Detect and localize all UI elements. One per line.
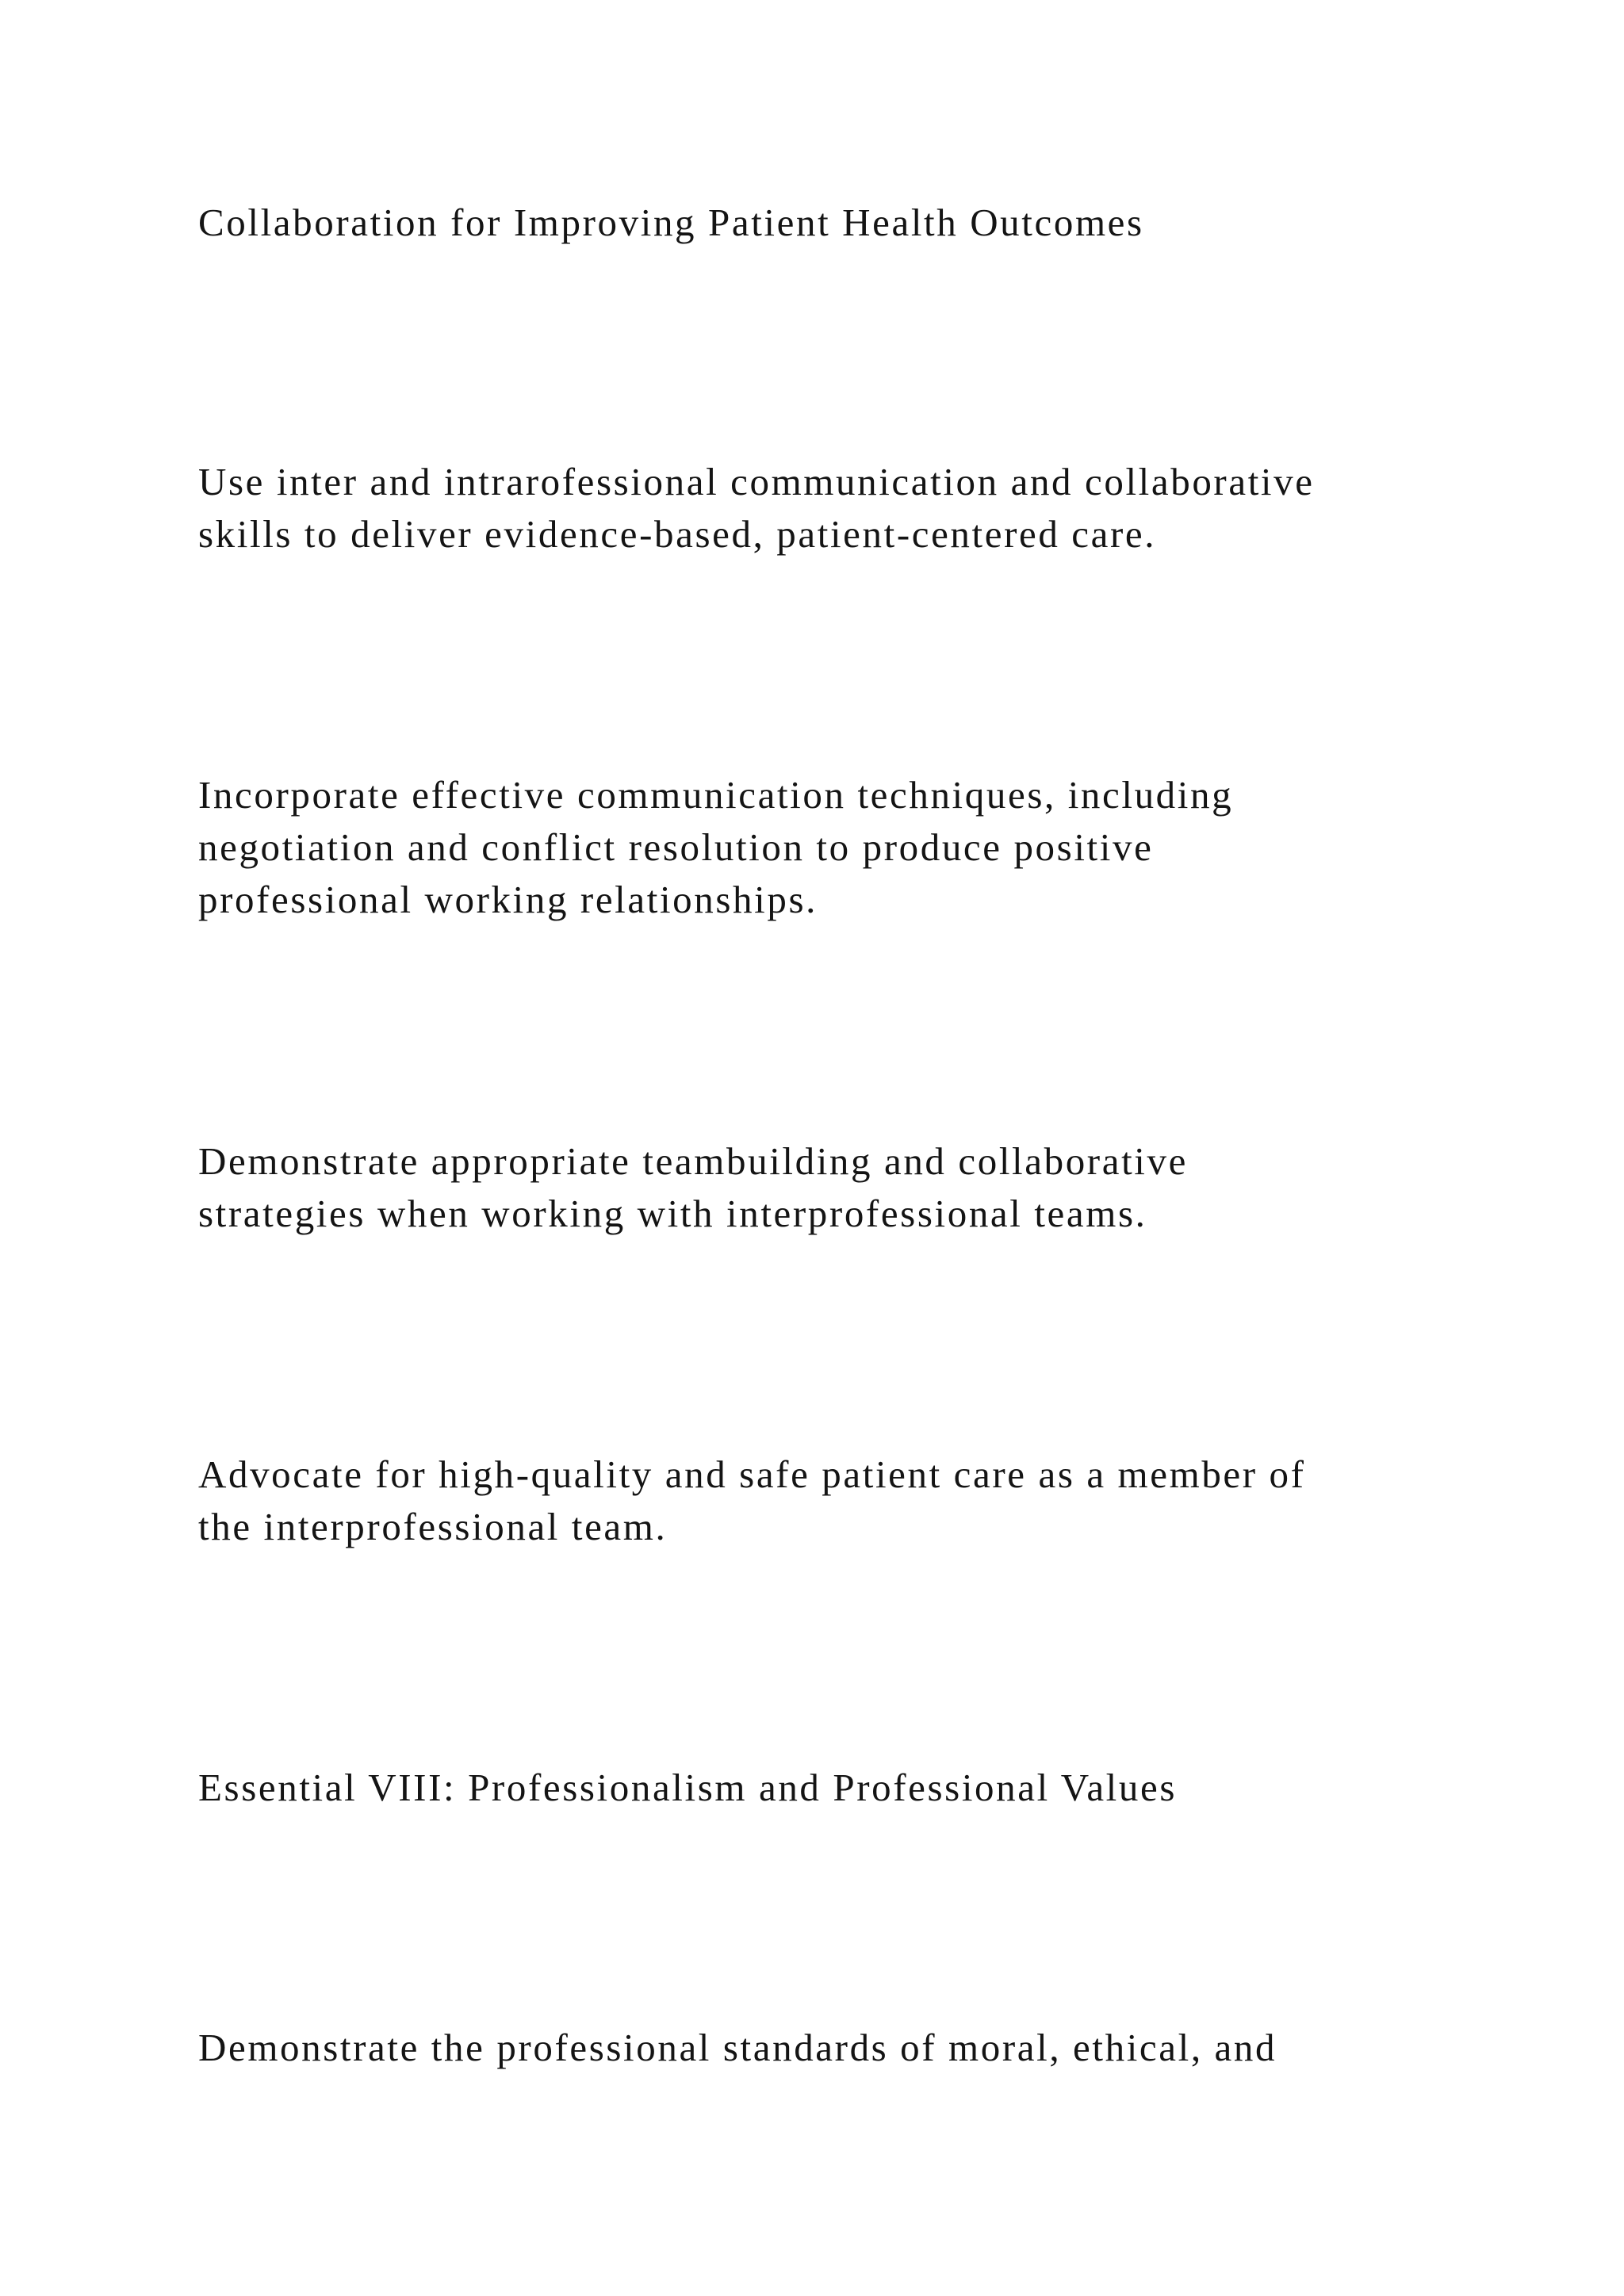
text-line: Advocate for high-quality and safe patient care as a member of bbox=[198, 1452, 1306, 1496]
text-line: strategies when working with interprofessional teams. bbox=[198, 1192, 1147, 1235]
paragraph-advocate-patient-care bbox=[198, 1448, 1451, 1553]
text-line: Incorporate effective communication techniques, including bbox=[198, 773, 1234, 817]
text-line: skills to deliver evidence-based, patient-centered care. bbox=[198, 512, 1157, 556]
paragraph-communication-skills bbox=[198, 456, 1451, 561]
paragraph-professional-standards bbox=[198, 2022, 1451, 2074]
text-line: Demonstrate the professional standards of moral, ethical, and bbox=[198, 2026, 1277, 2069]
paragraph-teambuilding bbox=[198, 1135, 1451, 1240]
text-line: the interprofessional team. bbox=[198, 1505, 668, 1548]
text-line: professional working relationships. bbox=[198, 878, 818, 921]
text-line: negotiation and conflict resolution to produce positive bbox=[198, 825, 1154, 869]
text-line: Collaboration for Improving Patient Health Outcomes bbox=[198, 201, 1144, 244]
paragraph-communication-techniques bbox=[198, 769, 1451, 926]
section-heading-essential-viii bbox=[198, 1762, 1451, 1814]
section-heading-collaboration bbox=[198, 197, 1451, 249]
text-line: Demonstrate appropriate teambuilding and collaborative bbox=[198, 1139, 1188, 1183]
text-line: Use inter and intrarofessional communication and collaborative bbox=[198, 460, 1315, 503]
text-line: Essential VIII: Professionalism and Professional Values bbox=[198, 1766, 1178, 1809]
